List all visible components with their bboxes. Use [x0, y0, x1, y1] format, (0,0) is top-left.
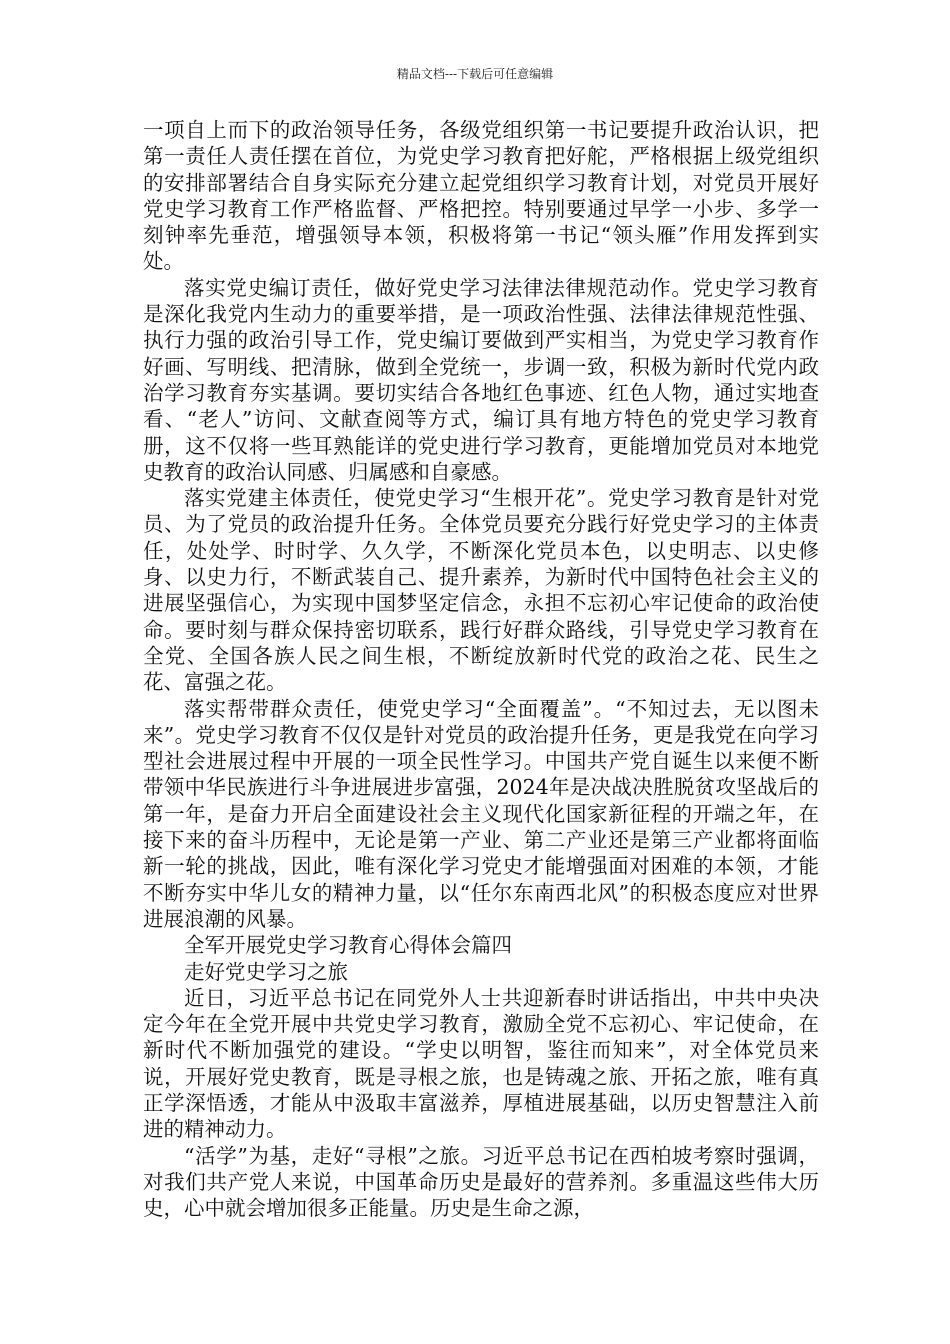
paragraph-2: 落实党史编订责任，做好党史学习法律法律规范动作。党史学习教育是深化我党内生动力的重要举措，是一项政治性强、法律法律规范性强、执行力强的政治引导工作，党史编订要做到严实相当，为党史学习教育作好画、写明线、把清脉，做到全党统一，步调一致，积极为新时代党内政治学习教育夯实基调。要切实结合各地红色事迹、红色人物，通过实地查看、“老人”访问、文献查阅等方式，编订具有地方特色的党史学习教育册，这不仅将一些耳熟能详的党史进行学习教育，更能增加党员对本地党史教育的政治认同感、归属感和自豪感。	[143, 275, 819, 484]
paragraph-1: 一项自上而下的政治领导任务，各级党组织第一书记要提升政治认识，把第一责任人责任摆在首位，为党史学习教育把好舵，严格根据上级党组织的安排部署结合自身实际充分建立起党组织学习教育计划，对党员开展好党史学习教育工作严格监督、严格把控。特别要通过早学一小步、多学一刻钟率先垂范，增强领导本领，积极将第一书记“领头雁”作用发挥到实处。	[143, 118, 819, 274]
page-header: 精品文档---下载后可任意编辑	[396, 67, 554, 81]
paragraph-4: 落实帮带群众责任，使党史学习“全面覆盖”。“不知过去，无以图未来”。党史学习教育不仅仅是针对党员的政治提升任务，更是我党在向学习型社会进展过程中开展的一项全民性学习。中国共产党自诞生以来便不断带领中华民族进行斗争进展进步富强，2024年是决战决胜脱贫攻坚战后的第一年，是奋力开启全面建设社会主义现代化国家新征程的开端之年，在接下来的奋斗历程中，无论是第一产业、第二产业还是第三产业都将面临新一轮的挑战，因此，唯有深化学习党史才能增强面对困难的本领，才能不断夯实中华儿女的精神力量，以“任尔东南西北风”的积极态度应对世界进展浪潮的风暴。	[143, 696, 819, 931]
section-subtitle: 走好党史学习之旅	[184, 959, 348, 984]
paragraph-3: 落实党建主体责任，使党史学习“生根开花”。党史学习教育是针对党员、为了党员的政治提升任务。全体党员要充分践行好党史学习的主体责任，处处学、时时学、久久学，不断深化党员本色，以史明志、以史修身、以史力行，不断武装自己、提升素养，为新时代中国特色社会主义的进展坚强信心，为实现中国梦坚定信念，永担不忘初心牢记使命的政治使命。要时刻与群众保持密切联系，践行好群众路线，引导党史学习教育在全党、全国各族人民之间生根，不断绽放新时代党的政治之花、民生之花、富强之花。	[143, 486, 819, 695]
paragraph-5: 近日，习近平总书记在同党外人士共迎新春时讲话指出，中共中央决定今年在全党开展中共党史学习教育，激励全党不忘初心、牢记使命，在新时代不断加强党的建设。“学史以明智，鉴往而知来”，对全体党员来说，开展好党史教育，既是寻根之旅，也是铸魂之旅、开拓之旅，唯有真正学深悟透，才能从中汲取丰富滋养，厚植进展基础，以历史智慧注入前进的精神动力。	[143, 985, 819, 1142]
paragraph-6: “活学”为基，走好“寻根”之旅。习近平总书记在西柏坡考察时强调，对我们共产党人来说，中国革命历史是最好的营养剂。多重温这些伟大历史，心中就会增加很多正能量。历史是生命之源，	[143, 1143, 819, 1221]
section-heading: 全军开展党史学习教育心得体会篇四	[184, 933, 512, 958]
document-body	[143, 117, 819, 1221]
